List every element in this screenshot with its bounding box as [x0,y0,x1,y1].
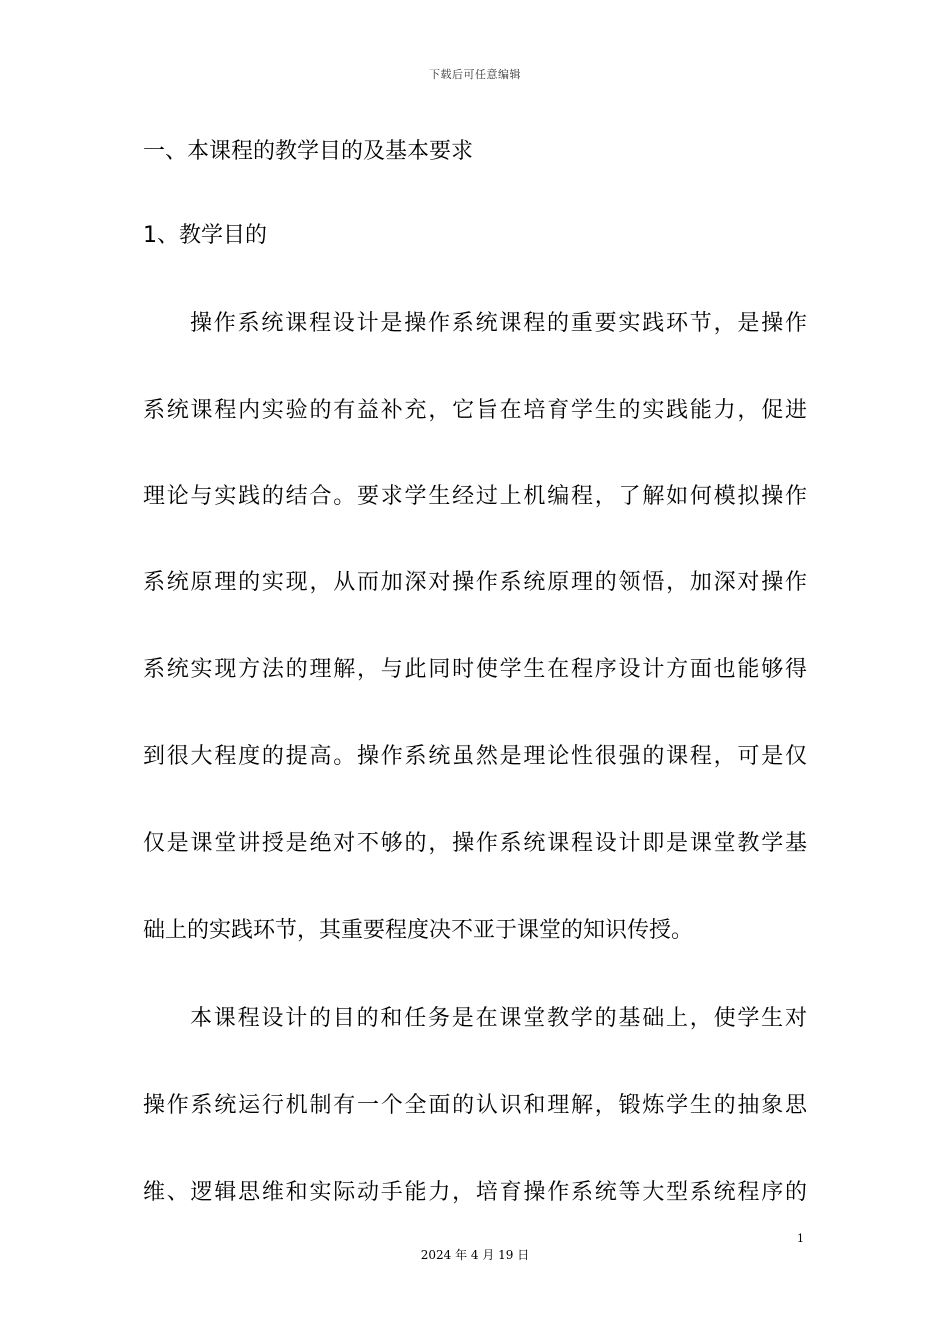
section-heading: 一、本课程的教学目的及基本要求 [143,139,474,164]
paragraph-1-line-3: 理论与实践的结合。要求学生经过上机编程，了解如何模拟操作 [143,484,807,509]
sub-heading: 1、教学目的 [143,223,267,248]
paragraph-2-line-3: 维、逻辑思维和实际动手能力，培育操作系统等大型系统程序的 [143,1180,807,1205]
header-note: 下载后可任意编辑 [429,68,521,81]
paragraph-1-line-7: 仅是课堂讲授是绝对不够的，操作系统课程设计即是课堂教学基 [143,831,807,856]
paragraph-1-line-6: 到很大程度的提高。操作系统虽然是理论性很强的课程，可是仅 [143,744,807,769]
paragraph-1-line-5: 系统实现方法的理解，与此同时使学生在程序设计方面也能够得 [143,657,807,682]
paragraph-1-line-8: 础上的实践环节，其重要程度决不亚于课堂的知识传授。 [143,918,694,943]
paragraph-2-line-2: 操作系统运行机制有一个全面的认识和理解，锻炼学生的抽象思 [143,1093,807,1118]
page-number: 1 [797,1232,804,1245]
paragraph-2-line-1: 本课程设计的目的和任务是在课堂教学的基础上，使学生对 [190,1006,807,1031]
paragraph-1-line-4: 系统原理的实现，从而加深对操作系统原理的领悟，加深对操作 [143,570,807,595]
footer-date: 2024 年 4 月 19 日 [420,1248,530,1262]
paragraph-1-line-2: 系统课程内实验的有益补充，它旨在培育学生的实践能力，促进 [143,398,807,423]
paragraph-1-line-1: 操作系统课程设计是操作系统课程的重要实践环节，是操作 [190,311,807,336]
